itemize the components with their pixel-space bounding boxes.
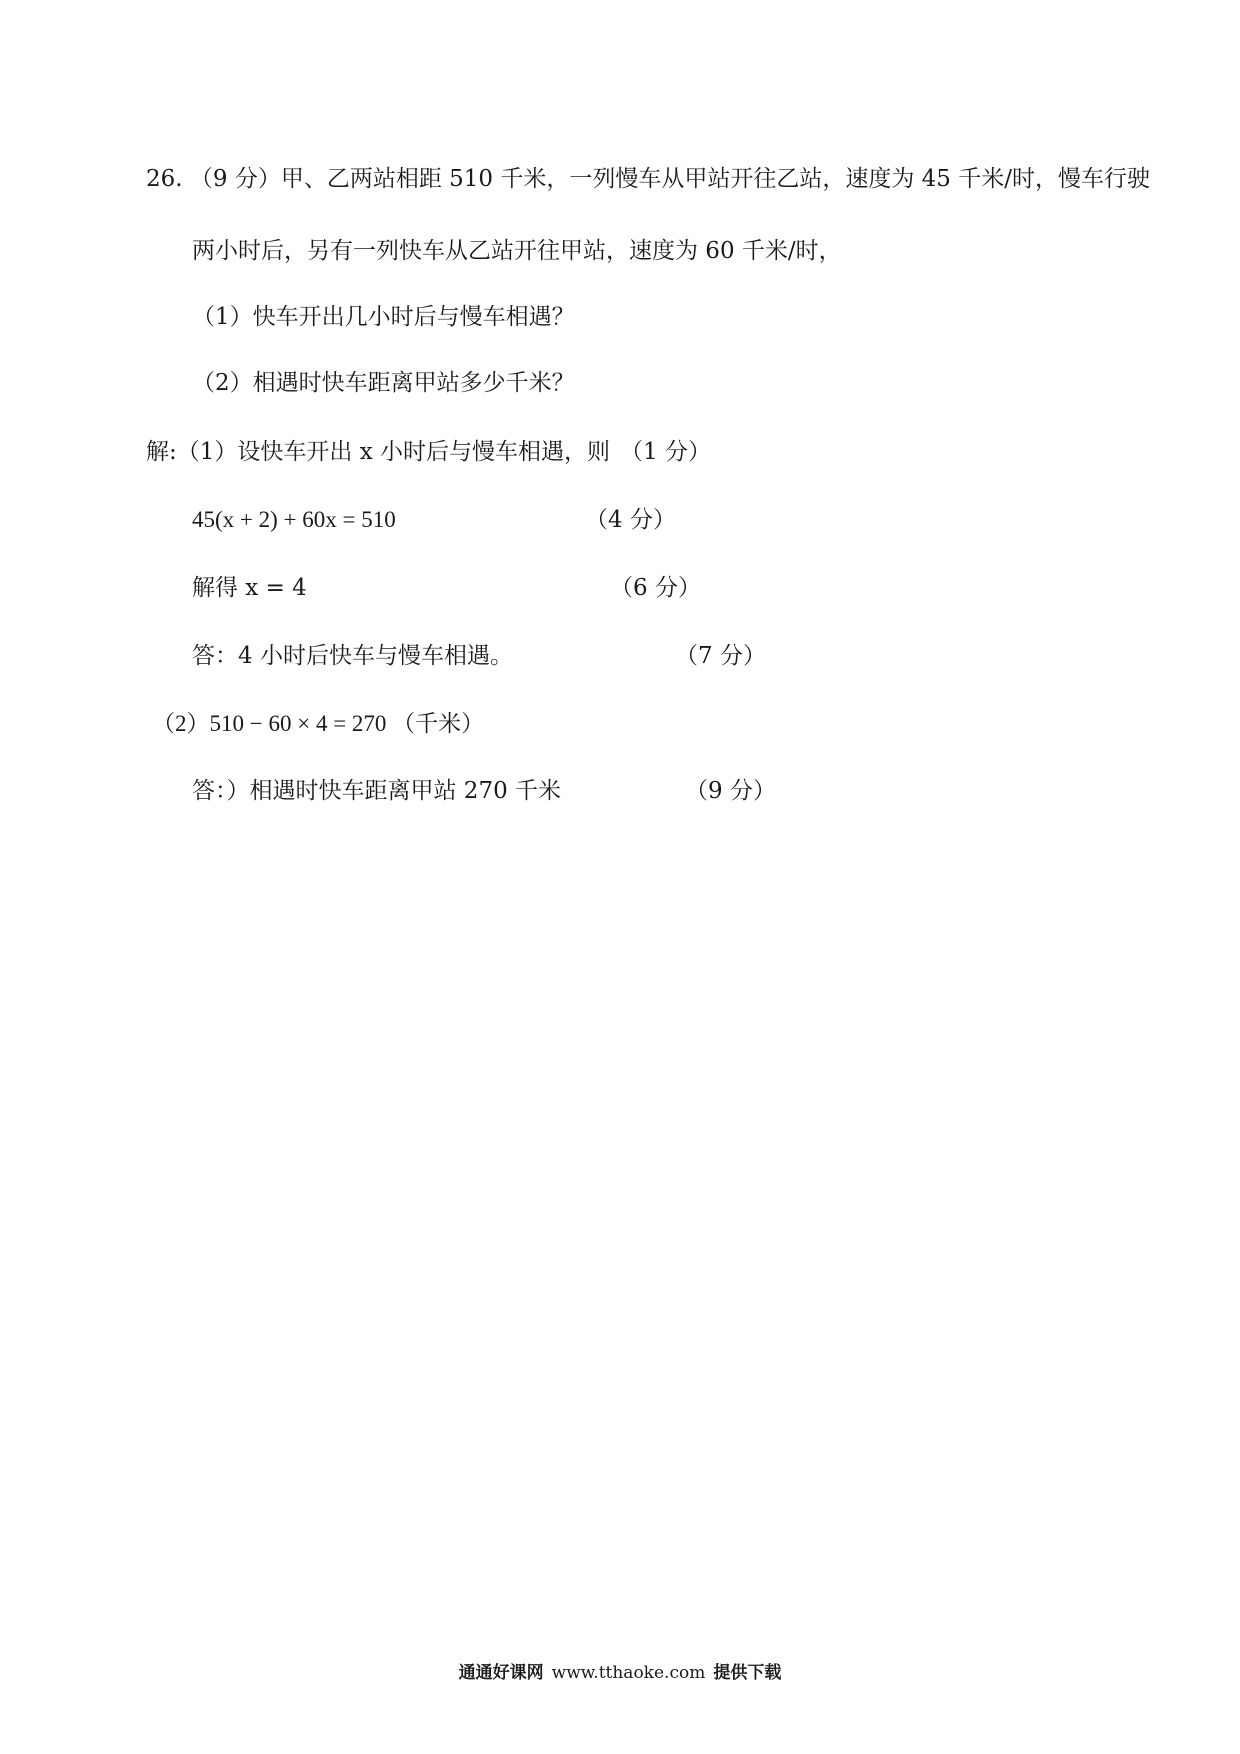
score-step-3: （6 分） [610, 575, 701, 601]
equation-1: 45(x + 2) + 60x = 510 [192, 507, 396, 532]
answer-1: 答：4 小时后快车与慢车相遇。 [192, 643, 513, 669]
footer [0, 1661, 1240, 1685]
problem-line-2: 两小时后，另有一列快车从乙站开往甲站，速度为 60 千米/时， [192, 238, 842, 264]
problem-line-1: 26. （9 分）甲、乙两站相距 510 千米，一列慢车从甲站开往乙站，速度为 45 千米/时，慢车行驶 [146, 166, 1150, 192]
footer-url[interactable]: www.tthaoke.com [551, 1663, 706, 1683]
score-step-4: （7 分） [675, 643, 766, 669]
score-step-1: （1 分） [620, 439, 711, 465]
score-step-2: （4 分） [585, 507, 676, 533]
question-1: （1）快车开出几小时后与慢车相遇？ [192, 304, 575, 330]
footer-suffix: 提供下载 [713, 1663, 782, 1683]
answer-2: 答：）相遇时快车距离甲站 270 千米 [192, 778, 562, 804]
equation-2: （2）510 − 60 × 4 = 270 （千米） [152, 711, 485, 736]
score-step-6: （9 分） [685, 778, 776, 804]
question-2: （2）相遇时快车距离甲站多少千米？ [192, 370, 575, 396]
solution-step-1: 解:（1）设快车开出 x 小时后与慢车相遇，则 [146, 439, 610, 465]
solution-result: 解得 x = 4 [192, 575, 307, 601]
footer-site-name: 通通好课网 [458, 1663, 544, 1683]
